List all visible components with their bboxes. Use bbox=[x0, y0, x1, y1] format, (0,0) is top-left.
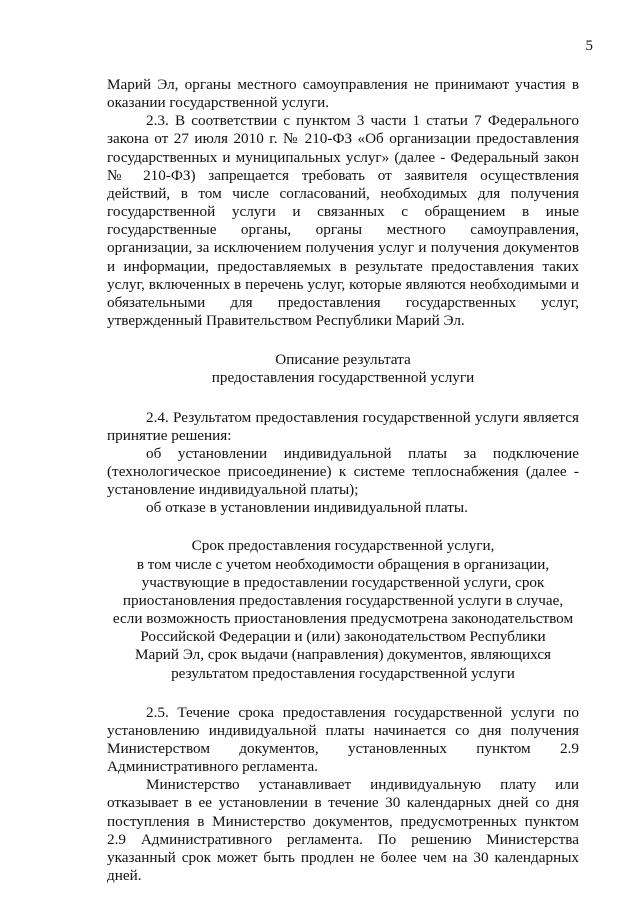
heading-term-line: Российской Федерации и (или) законодательством Республики bbox=[140, 628, 546, 646]
heading-term-line: Срок предоставления государственной услуги, bbox=[191, 537, 495, 555]
paragraph-2-4: 2.4. Результатом предоставления государственной услуги является принятие решения: bbox=[107, 408, 579, 444]
heading-term-line: приостановления предоставления государственной услуги в случае, bbox=[122, 591, 564, 609]
heading-term-line: результатом предоставления государственной услуги bbox=[171, 664, 515, 682]
page-number: 5 bbox=[585, 38, 593, 54]
heading-result-line: предоставления государственной услуги bbox=[211, 369, 475, 387]
result-item-1: об установлении индивидуальной платы за подключение (технологическое присоединение) к системе теплоснабжения (далее - установление индивидуальной платы); bbox=[107, 444, 579, 499]
document-body bbox=[107, 76, 579, 885]
result-item-2: об отказе в установлении индивидуальной платы. bbox=[146, 499, 468, 517]
heading-term-line: если возможность приостановления предусмотрена законодательством bbox=[112, 610, 574, 628]
paragraph-2-3: 2.3. В соответствии с пунктом 3 части 1 статьи 7 Федерального закона от 27 июля 2010 г. № 210-ФЗ «Об организации предоставления государственных и муниципальных услуг» (далее - Федеральный закон № 210-ФЗ) запрещается требовать от заявителя осуществления действий, в том числе согласований, необходимых для получения государственной услуги и связанных с обращением в иные государственные органы, органы местного самоуправления, организации, за исключением получения услуг и получения документов и информации, предоставляемых в результате предоставления таких услуг, включенных в перечень услуг, которые являются необходимыми и обязательными для предоставления государственных услуг, утвержденный Правительством Республики Марий Эл. bbox=[107, 112, 579, 330]
heading-term bbox=[107, 537, 579, 682]
heading-term-line: в том числе с учетом необходимости обращения в организации, bbox=[136, 555, 550, 573]
heading-term-line: Марий Эл, срок выдачи (направления) документов, являющихся bbox=[134, 646, 552, 664]
heading-term-line: участвующие в предоставлении государственной услуги, срок bbox=[141, 573, 545, 591]
spacer bbox=[107, 683, 579, 704]
heading-result bbox=[107, 351, 579, 387]
spacer bbox=[107, 517, 579, 537]
paragraph-continuation: Марий Эл, органы местного самоуправления не принимают участия в оказании государственной услуги. bbox=[107, 76, 579, 112]
paragraph-ministry: Министерство устанавливает индивидуальную плату или отказывает в ее установлении в течение 30 календарных дней со дня поступления в Министерство документов, предусмотренных пунктом 2.9 Административного регламента. По решению Министерства указанный срок может быть продлен не более чем на 30 календарных дней. bbox=[107, 776, 579, 885]
heading-result-line: Описание результата bbox=[275, 351, 411, 369]
spacer bbox=[107, 388, 579, 409]
paragraph-2-5: 2.5. Течение срока предоставления государственной услуги по установлению индивидуальной платы начинается со дня получения Министерством документов, установленных пунктом 2.9 Административного регламента. bbox=[107, 703, 579, 776]
spacer bbox=[107, 330, 579, 351]
